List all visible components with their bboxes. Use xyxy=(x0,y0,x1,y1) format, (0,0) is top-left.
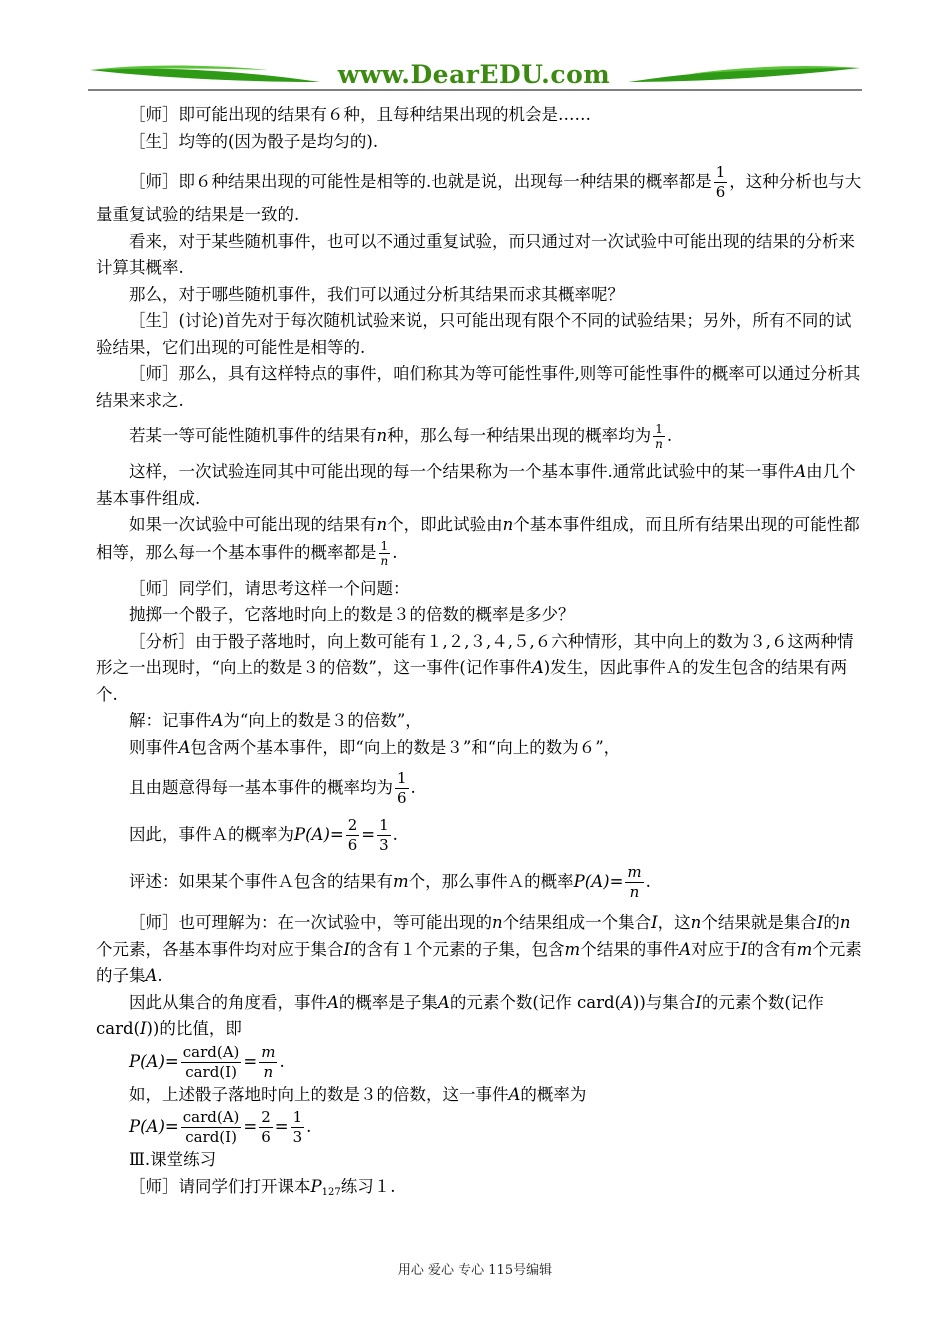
document-body xyxy=(96,102,862,1206)
formula: P(A)= $\frac{\text{card(A)}}{\text{card(I)}}$ = $\frac{m}{n}$ . xyxy=(129,1042,285,1081)
paragraph: 如果一次试验中可能出现的结果有n个，即此试验由n个基本事件组成，而且所有结果出现的可能性都相等，那么每一个基本事件的概率都是 $\frac{1}{n}$ . xyxy=(96,515,860,568)
page-footer: 用心 爱心 专心 115号编辑 xyxy=(397,1263,553,1278)
fraction: $\frac{m}{n}$ xyxy=(261,1042,276,1081)
fraction: $\frac{m}{n}$ xyxy=(627,863,642,901)
paragraph: 抛掷一个骰子，它落地时向上的数是３的倍数的概率是多少？ xyxy=(129,605,575,624)
formula: P(A)= $\frac{\text{card(A)}}{\text{card(I)}}$ = $\frac{2}{6}$ = $\frac{1}{3}$ . xyxy=(129,1108,312,1146)
paragraph: 若某一等可能性随机事件的结果有n种，那么每一种结果出现的概率均为 $\frac{1}{n}$ . xyxy=(129,422,673,451)
fraction: $\frac{1}{6}$ xyxy=(715,163,726,201)
paragraph: ［师］也可理解为：在一次试验中，等可能出现的n个结果组成一个集合I，这n个结果就是集合I的n个元素，各基本事件均对应于集合I的含有１个元素的子集，包含m个结果的事件A对应于I的含有m个元素的子集A. xyxy=(96,913,862,985)
fraction: $\frac{2}{6}$ xyxy=(261,1108,271,1146)
paragraph: ［生］均等的(因为骰子是均匀的). xyxy=(129,131,379,151)
fraction: $\frac{1}{n}$ xyxy=(380,538,389,568)
fraction: $\frac{1}{3}$ xyxy=(379,816,389,854)
paragraph: ［师］那么，具有这样特点的事件，咱们称其为等可能性事件,则等可能性事件的概率可以通过分析其结果来求之. xyxy=(96,364,861,410)
paragraph: ［师］即可能出现的结果有６种，且每种结果出现的机会是…… xyxy=(129,105,591,124)
paragraph: 看来，对于某些随机事件，也可以不通过重复试验，而只通过对一次试验中可能出现的结果的分析来计算其概率. xyxy=(96,231,855,277)
fraction: $\frac{1}{3}$ xyxy=(292,1108,303,1146)
fraction: $\frac{1}{6}$ xyxy=(397,769,407,807)
fraction: $\frac{1}{n}$ xyxy=(655,422,663,451)
page-header xyxy=(88,56,862,96)
paragraph: 则事件A包含两个基本事件，即“向上的数是３”和“向上的数为６”， xyxy=(129,737,621,757)
fraction: $\frac{\text{card(A)}}{\text{card(I)}}$ xyxy=(182,1108,240,1146)
site-logo[interactable]: www.DearEDU.com xyxy=(337,60,611,89)
paragraph: 解：记事件A为“向上的数是３的倍数”， xyxy=(129,711,422,730)
paragraph: 评述：如果某个事件Ａ包含的结果有m个，那么事件Ａ的概率P(A)= $\frac{m}{n}$ . xyxy=(129,863,651,901)
paragraph: 因此从集合的角度看，事件A的概率是子集A的元素个数(记作 card(A))与集合I的元素个数(记作 card(I))的比值，即 xyxy=(96,992,824,1038)
section-heading: Ⅲ.课堂练习 xyxy=(129,1150,217,1169)
paragraph: ［分析］由于骰子落地时，向上数可能有１,２,３,４,５,６六种情形，其中向上的数为３,６这两种情形之一出现时，“向上的数是３的倍数”，这一事件(记作事件A)发生，因此事件Ａ的发生包含的结果有两个. xyxy=(96,631,854,704)
paragraph: ［师］请同学们打开课本$P_{127}$练习１. xyxy=(129,1176,396,1198)
paragraph: ［生］(讨论)首先对于每次随机试验来说，只可能出现有限个不同的试验结果；另外，所有不同的试验结果，它们出现的可能性是相等的. xyxy=(96,311,852,357)
paragraph: 且由题意得每一基本事件的概率均为 $\frac{1}{6}$ . xyxy=(129,769,416,807)
paragraph: 那么，对于哪些随机事件，我们可以通过分析其结果而求其概率呢？ xyxy=(129,284,624,304)
paragraph: ［师］即６种结果出现的可能性是相等的.也就是说，出现每一种结果的概率都是 $\frac{1}{6}$ ，这种分析也与大量重复试验的结果是一致的. xyxy=(96,163,862,224)
paragraph: 如，上述骰子落地时向上的数是３的倍数，这一事件A的概率为 xyxy=(129,1084,587,1104)
paragraph: 因此，事件Ａ的概率为P(A)= $\frac{2}{6}$ = $\frac{1}{3}$ . xyxy=(129,816,398,854)
fraction: $\frac{2}{6}$ xyxy=(347,816,358,854)
fraction: $\frac{\text{card(A)}}{\text{card(I)}}$ xyxy=(182,1042,240,1081)
paragraph: 这样，一次试验连同其中可能出现的每一个结果称为一个基本事件.通常此试验中的某一事件A由几个基本事件组成. xyxy=(96,462,856,508)
paragraph: ［师］同学们，请思考这样一个问题： xyxy=(129,578,410,598)
